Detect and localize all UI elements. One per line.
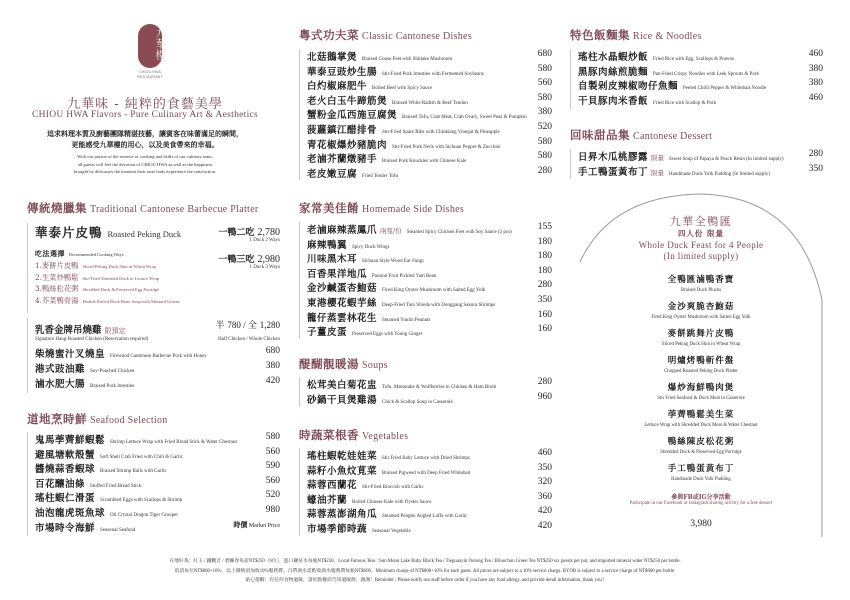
item-name-zh: 醬燒蒜香蝦球 (35, 464, 96, 476)
item-name-zh: 市場季節時蔬 (307, 523, 368, 535)
item-tag: 限量 (651, 168, 665, 177)
logo-characters: 九華樓 (154, 27, 167, 60)
item-price: 280 (537, 165, 552, 176)
item-price: 280 (537, 377, 552, 387)
item-price: 180 (537, 236, 552, 247)
cooking-ways-en: Recommended Cooking Ways (69, 252, 124, 257)
item-name-zh: 蠔油芥蘭 (307, 494, 348, 506)
item-name-en: Steamed Yunlin Peanuts (382, 317, 431, 323)
item-price: 580 (537, 151, 552, 162)
whole-duck-course-list (578, 274, 824, 481)
whole-duck-course (578, 355, 824, 382)
item-name-en: Roasted Peking Duck (107, 229, 182, 239)
item-name-en: Firewood Cantonese Barbecue Pork with Honey (110, 354, 207, 359)
item-price: 580 (537, 136, 552, 147)
course-name-en: Lettuce Wrap with Shredded Duck Meat & Water Chestnut (644, 423, 758, 428)
intro-english-line: brought by delicacies the moment their taste buds experience the satisfaction. (73, 169, 217, 174)
price-separator: / (240, 320, 248, 330)
item-name-zh: 老皮嫩豆腐 (307, 168, 358, 180)
item-name-zh: 砂鍋干貝煲雞湯 (307, 394, 378, 406)
item-price: 460 (808, 49, 823, 59)
whole-duck-title-en (578, 240, 824, 262)
item-name-en: Stuffed Fried Bread Stick (90, 483, 142, 489)
item-tag: 限預定 (104, 327, 126, 335)
item-tag: 限量 (651, 154, 665, 162)
item-name-en: Braised Pork Knuckles with Chinese Kale (382, 159, 467, 165)
item-price: 380 (808, 78, 823, 89)
item-price: 560 (265, 446, 280, 457)
intro-english-line: With our pursue of the essence of cooking and skills of our culinary team, (77, 154, 213, 159)
item-name-en: Braised Goose Feet with Shiitake Mushroom (362, 57, 453, 62)
item-price: 580 (265, 432, 280, 442)
section-title-zh: 特色飯麵集 (570, 28, 630, 42)
item-name-zh: 百香果洋地瓜 (307, 268, 368, 280)
footer-notes (0, 557, 850, 586)
item-name-en: Signature Hang-Roasted Chicken (Reservation required) (35, 337, 149, 342)
item-name-en: Fried Tender Tofu (362, 173, 399, 179)
cooking-way-zh: 2.生菜炒鴨鬆 (35, 272, 79, 282)
item-name-zh: 滷水肥大腸 (35, 379, 86, 390)
item-name-zh: 避風塘軟殼蟹 (35, 449, 96, 461)
section-title-en: Rice & Noodles (633, 31, 702, 42)
item-name-zh: 乳香金牌吊燒雞 (35, 325, 102, 336)
item-name-en: Boiled Beef with Spicy Sauce (372, 86, 433, 92)
section-title-en: Vegetables (362, 431, 409, 442)
cooking-way-zh: 1.麥餅片皮鴨 (35, 261, 79, 270)
price-option-sub: 1 Duck 3 Ways (249, 265, 280, 270)
item-tag: 兩隻/份 (380, 227, 402, 235)
cooking-way-zh: 3.鴨絲松花粥 (35, 284, 79, 293)
footer-line-allergy: 貼心提醒：有任何食物過敏，請於點餐前告知過敏源，謝謝！Reminder : Please notify our staff before order if you have any food allergy, and provide detail information, thank you ! (245, 578, 605, 583)
promo-text-en: Participate in our Facebook or Instagram sharing activity for a free dessert (629, 501, 773, 506)
item-price: 560 (265, 475, 280, 486)
item-name-zh: 百花釀油條 (35, 478, 86, 490)
item-name-zh: 松茸美白菊花盅 (307, 380, 378, 391)
item-name-en: Stir Fried Baby Lettuce with Dried Shrimps (382, 456, 470, 461)
item-price: 350 (808, 163, 823, 174)
item-name-en: Spicy Duck Wings (352, 244, 390, 250)
cooking-way-en: Stir-Fried Shredded Duck in Lettuce Wrap (82, 275, 159, 281)
item-price: 420 (537, 520, 552, 531)
item-name-zh: 瑤柱水晶蝦炒飯 (578, 52, 649, 63)
course-name-en: Chopped Roasted Peking Duck Platter (664, 369, 738, 374)
item-name-zh: 白灼椒麻肥牛 (307, 81, 368, 93)
item-name-en: Pan-Fried Crispy Noodles with Leek Sprouts & Pork (653, 71, 759, 77)
whole-duck-course (578, 463, 824, 481)
item-price: 580 (537, 92, 552, 103)
item-name-zh: 華泰豆豉炒生腸 (307, 66, 378, 78)
item-price: 420 (537, 506, 552, 517)
cooking-ways-zh: 吃法選擇 (35, 249, 65, 258)
item-price: 160 (537, 324, 552, 335)
price-value: 2,780 (257, 227, 280, 238)
price-option-label: 一鴨二吃 (218, 228, 255, 238)
item-name-en: Steamed Spicy Chicken Feet with Soy Sauce (2 pcs) (406, 230, 512, 235)
item-price: 680 (537, 49, 552, 59)
section-title-zh: 時蔬菜根香 (299, 428, 359, 442)
item-name-zh: 北菇鵝掌煲 (307, 52, 358, 63)
course-name-zh: 全鴨匯滷鴨香寶 (667, 275, 735, 285)
item-name-en: Oil Crystal Dragon Tiger Grouper (110, 512, 179, 518)
item-price: 580 (537, 63, 552, 74)
item-price: 460 (808, 92, 823, 103)
item-name-zh: 老火白玉牛蹄筋煲 (307, 95, 388, 107)
item-name-zh: 黑豚肉絲煎脆麵 (578, 66, 649, 78)
item-price: 160 (537, 309, 552, 320)
item-name-zh: 柴燒蜜汁叉燒皇 (35, 349, 106, 360)
item-price: 180 (537, 251, 552, 262)
item-name-en: Fried Rice with Egg, Scallops & Prawns (653, 57, 734, 62)
item-name-zh: 瑤柱蝦仁滑蛋 (35, 493, 96, 505)
item-price: 155 (537, 222, 552, 232)
footer-line-charges: 低消每位NT$800+10%，以上價格須加收10%服務費。自帶酒水需酌收酒水服務費每瓶NT$600。Minimum charge of NT$800+10% for each guest. All prices are subject to a 10% service charge. BYOB is subject to a service charge of NT$600 per bottle. (174, 568, 676, 574)
price-sub: Half Chicken / Whole Chicken (218, 337, 280, 342)
item-name-en: Scrambled Eggs with Scallops & Shrimp (100, 498, 183, 504)
item-price: 980 (265, 504, 280, 515)
intro-english-line: all guests will feel the devotion of CHIOU HWA as well as the happiness (77, 161, 213, 167)
whole-duck-subtitle-zh: 四人份 限量 (677, 229, 725, 238)
course-name-zh: 鴨絲陳皮松花粥 (667, 437, 735, 447)
section-title-en: Seafood Selection (90, 415, 168, 426)
logo-subtitle-1: CHIOU HWA (138, 70, 162, 74)
item-name-zh: 港式豉油雞 (35, 364, 86, 375)
tagline-chinese: 九華味 - 純粹的食藝美學 (67, 97, 223, 112)
item-name-zh: 鬼馬荸薺鮮蝦鬆 (35, 435, 106, 446)
item-name-en: Sweet Soup of Papaya & Peach Resin (In limited supply) (669, 157, 784, 162)
section-title-en: Traditional Cantonese Barbecue Platter (90, 204, 259, 215)
cooking-way-en: Double Boiled Duck Bone Soup with Mustard Greens (82, 298, 180, 304)
item-name-zh: 東港櫻花蝦芋絲 (307, 297, 378, 309)
course-name-en: Shredded Duck & Preserved Egg Porridge (660, 450, 742, 455)
item-price: 560 (537, 78, 552, 89)
item-name-zh: 手工鴨蛋黃布丁 (578, 166, 649, 178)
whole-duck-course (578, 409, 824, 436)
item-name-en: Braised Pigweed with Deep Fried Whitebait (382, 470, 471, 476)
intro-chinese-line: 更能感受九華樓的用心，以及美食帶來的幸福。 (71, 140, 219, 149)
cooking-way-en: Sliced Peking Duck Skin in Wheat Wrap (82, 264, 156, 269)
item-name-en: Seasonal Seafood (100, 527, 136, 533)
section-title-zh: 道地烹時鮮 (27, 412, 87, 426)
item-name-en: Preserved Eggs with Young Ginger (352, 332, 423, 338)
item-name-zh: 蒜蓉蒸澎湖角瓜 (307, 509, 378, 521)
whole-duck-course (578, 382, 824, 409)
item-price: 350 (537, 294, 552, 305)
item-name-zh: 瑤柱蝦乾娃娃菜 (307, 451, 378, 462)
item-price: 520 (537, 121, 552, 132)
whole-duck-course (578, 301, 824, 328)
item-name-en: Braised White Radish & Beef Tendon (392, 100, 468, 106)
item-name-zh: 老滷芥蘭燉豬手 (307, 154, 378, 166)
whole-duck-title-zh: 九華全鴨匯 (669, 215, 733, 228)
market-price-en: Market Price (248, 522, 280, 529)
item-name-en: Fired King Oyster Mushroom with Salted Egg Yolk (382, 288, 486, 294)
item-price: 380 (537, 107, 552, 118)
section-title-zh: 傳統燒臘集 (27, 201, 87, 215)
item-name-zh: 華泰片皮鴨 (35, 225, 103, 240)
section-title-en: Homemade Side Dishes (362, 204, 465, 215)
course-name-en: Stir Fried Seafood & Duck Meat in Casserole (657, 396, 745, 401)
item-price: 460 (537, 448, 552, 458)
price-label-half: 半 (215, 321, 225, 331)
item-name-zh: 青花椒爆炒豬脆肉 (307, 139, 388, 151)
item-name-zh: 蟹粉金瓜西施豆腐煲 (307, 110, 398, 122)
course-name-en: Fired King Oyster Mushroom with Salted Egg Yolk (651, 315, 751, 320)
whole-duck-price: 3,980 (690, 519, 712, 529)
item-name-en: Stir-Fried Broccoli with Garlic (362, 485, 424, 491)
whole-duck-title-en-line: Whole Duck Feast for 4 People (638, 240, 764, 250)
section-title-en: Cantonese Dessert (633, 131, 713, 142)
whole-duck-course (578, 328, 824, 355)
course-name-zh: 爆炒海鮮鴨肉煲 (667, 383, 735, 393)
item-price: 320 (537, 477, 552, 488)
course-name-en: Sliced Peking Duck Skin in Wheat Wrap (661, 342, 741, 347)
item-name-en: Shrimp Lettuce Wrap with Fried Bread Stick & Water Chestnut (110, 440, 237, 445)
item-price: 350 (537, 462, 552, 473)
item-name-en: Soft Shell Crab Fried with Chili & Garlic (100, 454, 183, 460)
item-name-zh: 蒜蓉西蘭花 (307, 480, 358, 492)
section-title-zh: 醍醐靚暖湯 (299, 357, 359, 371)
course-name-zh: 荸薺鴨鬆美生菜 (667, 410, 735, 420)
intro-chinese-line: 追求料理本質及廚藝團隊精湛技藝，讓賓客在味蕾滿足的瞬間， (47, 129, 243, 138)
item-name-zh: 干貝豚肉米香飯 (578, 95, 649, 107)
course-name-zh: 明爐烤鴨斬件盤 (667, 356, 735, 366)
item-price: 360 (537, 491, 552, 502)
item-name-en: Braised Pork Intestine (90, 384, 135, 389)
item-name-zh: 市場時令海鮮 (35, 522, 96, 534)
item-name-en: Deep-Fried Taro Shreds with Donggang Sakura Shrimps (382, 302, 496, 308)
item-name-zh: 金沙鹹蛋杏鮑菇 (307, 283, 378, 295)
item-price: 280 (537, 280, 552, 291)
price-half: 780 (227, 320, 241, 330)
section-title-zh: 家常美佳餚 (299, 201, 359, 215)
item-name-en: Stir-Fried Pork Neck with Sichuan Pepper & Zucchini (392, 144, 501, 150)
item-name-zh: 菠蘿鎮江醋排骨 (307, 124, 378, 136)
item-name-en: Boiled Chinese Kale with Oyster Sauce (352, 499, 432, 505)
item-price: 380 (265, 361, 280, 371)
item-price: 960 (537, 391, 552, 402)
item-name-en: Tofu, Matsutake & Wolfberries in Chicken & Ham Broth (382, 385, 497, 390)
section-title-zh: 回味甜品集 (570, 128, 630, 142)
item-price: 280 (808, 149, 823, 159)
item-price: 520 (265, 490, 280, 501)
market-price-zh: 時價 (233, 519, 248, 529)
item-price: 590 (265, 461, 280, 472)
section-title-zh: 粵式功夫菜 (299, 28, 359, 42)
footer-line-tea: 在地好茶：紅玉 / 鐵觀音 / 碧螺春每壺NT$250（6位），進口礦泉水每瓶NT$250。Local Famous Teas : Sun Moon Lake Ruby Black Tea / Tieguanyin Oolong Tea / Biluochun Green Tea NT$250 six guests per pot, and imported mineral water NT$250 per bottle. (169, 559, 681, 564)
whole-duck-course (578, 274, 824, 301)
item-name-en: Fried Rice with Scallop & Pork (653, 100, 717, 106)
section-title-en: Soups (362, 360, 388, 371)
item-name-zh: 日昇木瓜桃膠露 (578, 152, 649, 163)
item-name-en: Seasonal Vegetable (372, 528, 411, 534)
item-name-en: Braised Tofu, Crab Meat, Crab Ovary, Sweet Peas & Pumpkin (402, 115, 527, 121)
price-value: 2,980 (257, 254, 280, 265)
item-name-zh: 川味黑木耳 (307, 254, 358, 266)
item-name-zh: 子薑皮蛋 (307, 327, 348, 339)
item-name-en: Stir-Fried Spare Ribs with Chinkiang Vinegar & Pineapple (382, 129, 500, 135)
course-name-zh: 金沙爽脆杏鮑菇 (667, 302, 735, 312)
cooking-way-zh: 4.芥菜鴨骨湯 (35, 295, 79, 305)
course-name-en: Braised Duck Plucks (680, 288, 722, 293)
section-title-en: Classic Cantonese Dishes (362, 31, 472, 42)
item-name-en: Soy-Poached Chicken (90, 369, 135, 374)
course-name-en: Handmade Duck Yolk Pudding (671, 477, 731, 482)
price-whole: 1,280 (259, 320, 280, 330)
item-name-en: Handmade Duck Yolk Pudding (In limited supply) (669, 171, 770, 177)
item-name-en: Peeled Chilli Pepper & Whitebait Noodle (683, 86, 767, 92)
item-price: 380 (808, 63, 823, 74)
promo-text-zh: 參與FB或IG分享活動 (671, 494, 731, 501)
item-price: 680 (265, 346, 280, 356)
whole-duck-title-en-line: (In limited supply) (663, 251, 739, 261)
course-name-zh: 麥餅跳舞片皮鴨 (667, 329, 735, 339)
cooking-way-en: Shredded Duck & Preserved Egg Porridge (82, 287, 159, 292)
tagline-english: CHIOU HWA Flavors - Pure Culinary Art & Aesthetics (31, 110, 259, 120)
item-name-zh: 老滷麻辣蒸鳳爪 (307, 225, 378, 236)
item-name-zh: 油泡龍虎斑魚球 (35, 507, 106, 519)
item-price: 180 (537, 265, 552, 276)
price-label-whole: 全 (247, 321, 257, 331)
price-option-label: 一鴨三吃 (218, 255, 255, 265)
whole-duck-course (578, 436, 824, 463)
item-name-en: Passion Fruit Pickled Yam Bean (372, 273, 437, 279)
item-name-zh: 蒜籽小魚炆莧菜 (307, 465, 378, 477)
item-name-en: Chick & Scallop Soup in Casserole (382, 399, 453, 405)
item-name-en: Steamed Penghu Angled Luffa with Garlic (382, 514, 468, 520)
item-name-en: Sichuan Style Wood Ear Fungi (362, 259, 424, 265)
price-option-sub: 1 Duck 2 Ways (249, 238, 280, 243)
item-name-en: Stir-Fried Pork Intestine with Fermented Soybeans (382, 71, 484, 77)
logo-subtitle-2: RESTAURANT (137, 75, 163, 79)
item-name-en: Braised Shrimp Balls with Garlic (100, 469, 167, 475)
item-name-zh: 自製剁皮辣椒吻仔魚麵 (578, 81, 679, 93)
item-name-zh: 籠仔蒸雲林花生 (307, 312, 378, 324)
item-name-zh: 麻辣鴨翼 (307, 239, 348, 251)
course-name-zh: 手工鴨蛋黃布丁 (667, 464, 735, 474)
item-price: 420 (265, 376, 280, 386)
